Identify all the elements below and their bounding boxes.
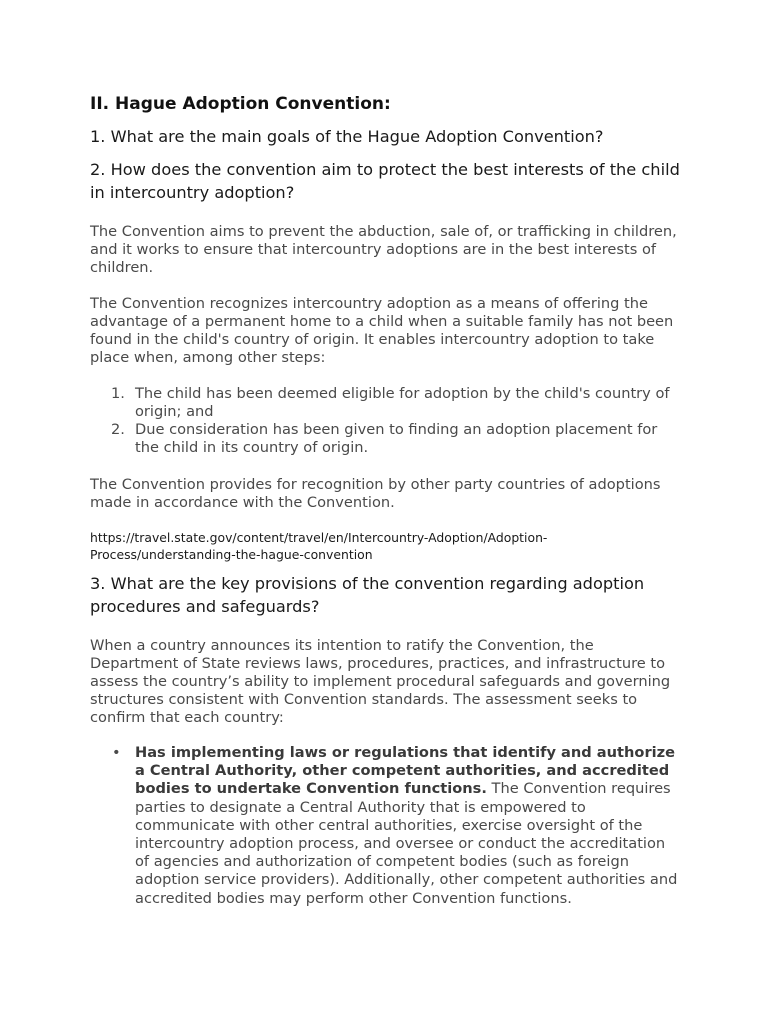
section-heading: II. Hague Adoption Convention:	[90, 94, 391, 114]
list-item-number: 2.	[111, 421, 125, 438]
question-3: 3. What are the key provisions of the convention regarding adoption procedures and safeguards?	[90, 574, 645, 616]
list-item	[90, 744, 682, 908]
list-item	[90, 421, 682, 457]
answer-2-paragraph-2: The Convention recognizes intercountry adoption as a means of offering the advantage of a permanent home to a child when a suitable family has not been found in the child's country of origin. It enables intercountry adoption to take place when, among other steps:	[90, 295, 674, 366]
list-item-text: The child has been deemed eligible for adoption by the child's country of origin; and	[135, 385, 670, 420]
source-link[interactable]: https://travel.state.gov/content/travel/en/Intercountry-Adoption/Adoption-Process/understanding-the-hague-convention	[90, 530, 548, 562]
question-1: 1. What are the main goals of the Hague Adoption Convention?	[90, 127, 604, 146]
assessment-criteria-list	[90, 744, 682, 908]
list-item-text: Due consideration has been given to finding an adoption placement for the child in its country of origin.	[135, 421, 658, 456]
eligibility-steps-list	[90, 385, 682, 457]
answer-2-paragraph-1: The Convention aims to prevent the abduction, sale of, or trafficking in children, and it works to ensure that intercountry adoptions are in the best interests of children.	[90, 223, 677, 276]
list-item-number: 1.	[111, 385, 125, 402]
answer-2-closing: The Convention provides for recognition by other party countries of adoptions made in accordance with the Convention.	[90, 476, 661, 511]
bullet-icon: •	[112, 744, 121, 761]
answer-3-intro: When a country announces its intention to ratify the Convention, the Department of State reviews laws, procedures, practices, and infrastructure to assess the country’s ability to implement procedural safeguards and governing structures consistent with Convention standards. The assessment seeks to confirm that each country:	[90, 637, 671, 726]
criterion-text: The Convention requires parties to designate a Central Authority that is empowered to communicate with other central authorities, exercise oversight of the intercountry adoption process, and oversee or conduct the accreditation of agencies and authorization of competent bodies (such as foreign adoption service providers). Additionally, other competent authorities and accredited bodies may perform other Convention functions.	[135, 780, 678, 907]
criterion-lead: Has implementing laws or regulations that identify and authorize a Central Authority, other competent authorities, and accredited bodies to undertake Convention functions.	[135, 744, 676, 798]
question-2: 2. How does the convention aim to protect the best interests of the child in intercountry adoption?	[90, 160, 680, 202]
list-item	[90, 385, 682, 421]
